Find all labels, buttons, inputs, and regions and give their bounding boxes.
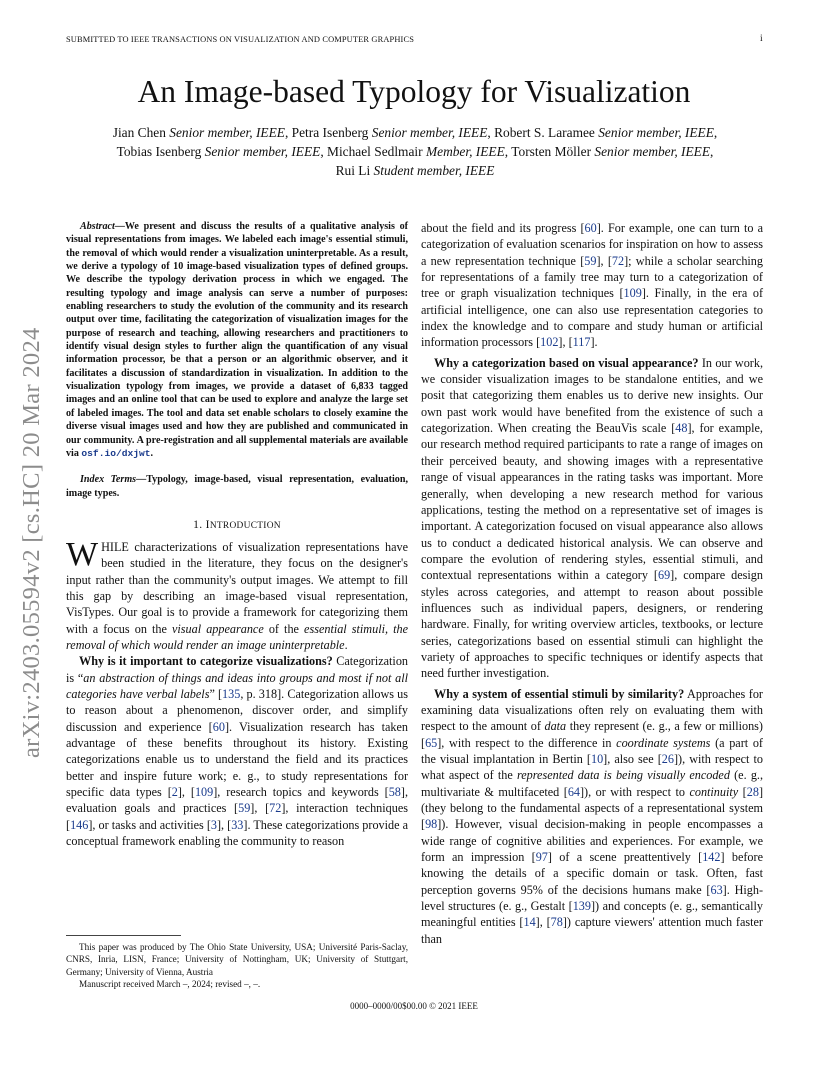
citation-link[interactable]: 109 xyxy=(623,286,642,301)
text-run: ]; while a scholar searching for representations of a family tree may turn to a categorization of tree or graph visualization techniques [ xyxy=(421,253,763,301)
text-run: ] of a scene preattentively [ xyxy=(547,850,703,865)
citation-link[interactable]: 78 xyxy=(550,915,563,930)
text-run: ] before knowing the details of a specific domain or task. Often, fast perception governs 95% of the decisions humans make [ xyxy=(421,850,763,897)
author-name: Robert S. Laramee xyxy=(494,125,595,140)
citation-link[interactable]: 28 xyxy=(746,784,759,799)
run-in-heading: Why is it important to categorize visualizations? xyxy=(79,654,333,669)
text-run: of the xyxy=(263,621,305,636)
abstract xyxy=(66,220,408,460)
author-role: Member, IEEE xyxy=(425,144,505,159)
text-run: ], [ xyxy=(596,253,612,268)
text-run: Approaches for examining data visualizations often rely on evaluating them with respect to the amount of xyxy=(421,686,763,734)
section-heading xyxy=(66,518,408,531)
index-terms-label: Index Terms xyxy=(80,474,137,486)
author-name: Petra Isenberg xyxy=(291,125,369,140)
citation-link[interactable]: 3 xyxy=(210,817,217,832)
index-terms xyxy=(66,473,408,500)
citation-link[interactable]: 102 xyxy=(540,335,559,350)
section-title-initial: I xyxy=(205,517,210,531)
citation-link[interactable]: 97 xyxy=(535,850,548,865)
index-terms-text: —Typology, image-based, visual representation, evaluation, image types. xyxy=(66,474,408,499)
abstract-label: Abstract xyxy=(80,221,115,232)
text-run: ], with respect to the difference in xyxy=(437,735,617,750)
quotation: an abstraction of things and ideas into groups and most if not all categories have verbal labels xyxy=(66,670,408,701)
citation-link[interactable]: 117 xyxy=(572,335,591,350)
citation-link[interactable]: 135 xyxy=(222,686,241,701)
text-run: ]. Visualization research has taken advantage of these benefits throughout its history. Existing categorizations enable us to understand the field and its practices better and inspire future work; e. g., to study representations for specific data types [ xyxy=(66,719,409,800)
affiliation-note: This paper was produced by The Ohio State University, USA; Université Paris-Saclay, CNRS, Inria, LISN, France; University of Nottingham, UK; University of Stuttgart, Germany; University of Vienna, Austria xyxy=(66,942,408,977)
text-run: ], research topics and keywords [ xyxy=(213,785,389,800)
text-run: ]) and concepts (e. g., semantically meaningful entities [ xyxy=(421,899,763,930)
run-in-heading: Why a categorization based on visual appearance? xyxy=(434,355,699,370)
citation-link[interactable]: 48 xyxy=(675,421,688,436)
text-run: ], evaluation goals and practices [ xyxy=(66,785,408,816)
author-name: Jian Chen xyxy=(112,125,166,140)
run-in-heading: Why a system of essential stimuli by similarity? xyxy=(434,686,685,701)
emphasis: continuity xyxy=(689,784,739,799)
abstract-end: . xyxy=(150,447,154,459)
section-number: 1. xyxy=(193,517,203,531)
intro-paragraph xyxy=(66,535,408,653)
citation-link[interactable]: 72 xyxy=(611,253,625,268)
citation-link[interactable]: 60 xyxy=(212,719,225,734)
text-run: (e. g., multivariate & multifaceted [ xyxy=(421,768,764,799)
citation-link[interactable]: 59 xyxy=(584,253,597,268)
emphasis: essential stimuli, the removal of which would render an image uninterpretable xyxy=(66,621,408,652)
footnote-rule xyxy=(66,935,181,936)
author-sep: , xyxy=(504,144,512,159)
text-run: ], [ xyxy=(177,785,195,800)
author-sep: , xyxy=(713,125,718,140)
running-header: SUBMITTED TO IEEE TRANSACTIONS ON VISUALIZATION AND COMPUTER GRAPHICS xyxy=(66,35,414,44)
manuscript-note: Manuscript received March –, 2024; revised –, –. xyxy=(79,979,261,990)
text-run: ]. These categorizations provide a conceptual framework enabling the community to reason xyxy=(66,817,408,849)
arxiv-identifier-stamp: arXiv:2403.05594v2 [cs.HC] 20 Mar 2024 xyxy=(18,327,45,758)
why-categorize-paragraph xyxy=(66,653,408,849)
text-run: ], [ xyxy=(216,817,232,832)
right-column xyxy=(421,220,763,947)
visual-appearance-paragraph xyxy=(421,355,763,682)
text-run: , p. 318]. Categorization allows us to reason about a phenomenon, discover order, and simplify discussion and experience [ xyxy=(66,686,408,734)
text-run: ]), or with respect to xyxy=(580,784,690,799)
emphasis: visual appearance xyxy=(172,621,264,636)
emphasis: coordinate systems xyxy=(616,735,711,750)
citation-link[interactable]: 63 xyxy=(710,882,723,897)
text-run: ], also see [ xyxy=(603,752,662,766)
author-role: Senior member, IEEE xyxy=(371,125,488,140)
text-run: about the field and its progress [ xyxy=(421,221,585,235)
author-sep: , xyxy=(284,125,292,140)
section-title-rest: NTRODUCTION xyxy=(209,520,281,531)
text-run: . xyxy=(344,637,348,652)
text-run: Categorization is “ xyxy=(66,654,409,685)
citation-link[interactable]: 72 xyxy=(269,801,282,816)
citation-link[interactable]: 142 xyxy=(702,850,721,865)
text-run: ]. xyxy=(590,335,598,350)
text-run: ]. For example, one can turn to a categorization of evaluation scenarios for inspiration on how to assess a new representation technique [ xyxy=(421,221,763,268)
text-run: ], [ xyxy=(535,915,551,930)
citation-link[interactable]: 33 xyxy=(231,817,244,832)
emphasis: data xyxy=(544,719,567,734)
text-run: ]). However, visual decision-making in people encompasses a wide range of cognitive abilities and experiences. For example, we form an impression [ xyxy=(421,817,763,865)
citation-link[interactable]: 2 xyxy=(171,785,178,800)
author-name: Tobias Isenberg xyxy=(116,144,202,159)
author-name: Michael Sedlmair xyxy=(327,144,423,159)
citation-link[interactable]: 109 xyxy=(194,785,214,800)
text-run: ” [ xyxy=(209,686,223,701)
emphasis: represented data is being visually encoded xyxy=(516,768,730,783)
author-name: Rui Li xyxy=(335,163,371,178)
text-run: ]. High-level structures (e. g., Gestalt [ xyxy=(421,882,764,914)
citation-link[interactable]: 60 xyxy=(584,221,597,235)
author-sep: , xyxy=(710,144,714,159)
citation-link[interactable]: 69 xyxy=(657,568,671,583)
text-run: ], [ xyxy=(558,335,573,350)
author-role: Senior member, IEEE xyxy=(169,125,285,140)
author-role: Senior member, IEEE xyxy=(598,125,714,140)
author-sep: , xyxy=(487,125,495,140)
citation-link[interactable]: 14 xyxy=(523,915,536,930)
text-run: In our work, we consider visualization images to be standalone entities, and we posit that categorizing them enables us to derive new insights. Our own past work would have benefited from the existence of such a categorization. When creating the BeauVis scale [ xyxy=(421,355,763,436)
citation-link[interactable]: 65 xyxy=(425,735,438,750)
author-list xyxy=(40,123,790,180)
text-run: they represent (e. g., a few or millions) [ xyxy=(421,719,763,750)
left-column xyxy=(66,220,408,849)
text-run: HILE characterizations of visualization representations have been studied in the literature, they focus on the designer's input rather than the community's output images. We attempt to fill this gap by describing an image-based visual representation, VisTypes. Our goal is to provide a framework for categorizing them with a focus on the xyxy=(66,539,408,636)
text-run: [ xyxy=(738,784,747,799)
text-run: ], or tasks and activities [ xyxy=(88,817,211,832)
footnote xyxy=(66,941,408,991)
text-run: ]) capture viewers' attention much faster than xyxy=(421,915,763,946)
citation-link[interactable]: 98 xyxy=(425,817,438,832)
text-run: ], [ xyxy=(250,801,270,816)
text-run: ]), with respect to what aspect of the xyxy=(421,752,763,783)
copyright-footer: 0000–0000/00$00.00 © 2021 IEEE xyxy=(350,1001,478,1011)
drop-cap: W xyxy=(66,535,99,573)
author-name: Torsten Möller xyxy=(511,144,592,159)
citation-link[interactable]: 58 xyxy=(388,785,401,800)
text-run: ], for example, our research method required participants to rate a range of images on their perceived beauty, and showing images with a representative range of visual appearances in the rating tasks was important. More generally, when developing a new research method for various applications, testing the method on a representative set of images is important. A categorization focused on visual appearance also allows us to conduct a dedicated historical analysis. We can observe and compare the evolution of rendering styles, essential stimuli, and contextual representations within a category [ xyxy=(421,421,763,583)
page-number: i xyxy=(760,34,763,44)
citation-link[interactable]: 139 xyxy=(572,899,591,914)
author-sep: , xyxy=(320,144,328,159)
supplemental-link[interactable]: osf.io/dxjwt xyxy=(81,447,151,459)
citation-link[interactable]: 26 xyxy=(661,752,674,766)
text-run: (a part of the visual implantation in Bertin [ xyxy=(421,735,763,766)
abstract-text: —We present and discuss the results of a qualitative analysis of visual representations from images. We labeled each image's essential stimuli, the removal of which would render a visualization uninterpretable. As a result, we derive a typology of 10 image-based visualization types of defined groups. We describe the typology derivation process in which we engaged. The resulting typology and image analysis can serve a number of purposes: enabling researchers to study the evolution of the community and its research output over time, facilitating the categorization of visualization images for the purpose of research and teaching, allowing researchers and practitioners to identify visual design styles to further align the quantification of any visual information processor, be that a person or an algorithmic observer, and it facilitates a discussion of standardization in visualization. In addition to the visualization typology from images, we provide a dataset of 6,833 tagged images and an online tool that can be used to explore and analyze the large set of labeled images. The tool and data set enable scholars to closely examine the diverse visual images used and how they are published and communicated in our community. A pre-registration and all supplemental materials are available via xyxy=(66,221,408,459)
citation-link[interactable]: 64 xyxy=(567,784,580,799)
author-role: Senior member, IEEE xyxy=(594,144,711,159)
paper-title: An Image-based Typology for Visualization xyxy=(137,74,691,109)
text-run: ], compare design styles across categories, and attempt to reason about possible influences such as individual papers, designers, or rendering hardware. Finally, for writing overview articles, textbooks, or lecture series, categorizations based on essential stimuli can highlight the variety of approaches to specific techniques or identify aspects that need further investigation. xyxy=(421,568,763,681)
citation-link[interactable]: 10 xyxy=(590,752,604,766)
text-run: ]. Finally, in the era of artificial intelligence, one can also use representation categories to index the knowledge and to compare and study human or artificial information processors [ xyxy=(421,286,764,350)
author-role: Senior member, IEEE xyxy=(204,144,321,159)
citation-link[interactable]: 59 xyxy=(238,801,251,816)
essential-stimuli-paragraph xyxy=(421,686,763,948)
citation-link[interactable]: 146 xyxy=(70,817,89,832)
author-role: Student member, IEEE xyxy=(373,163,495,178)
text-run: ], interaction techniques [ xyxy=(66,801,408,832)
text-run: ] (they belong to the fundamental aspects of a representational system [ xyxy=(421,784,763,832)
continued-paragraph xyxy=(421,220,763,351)
